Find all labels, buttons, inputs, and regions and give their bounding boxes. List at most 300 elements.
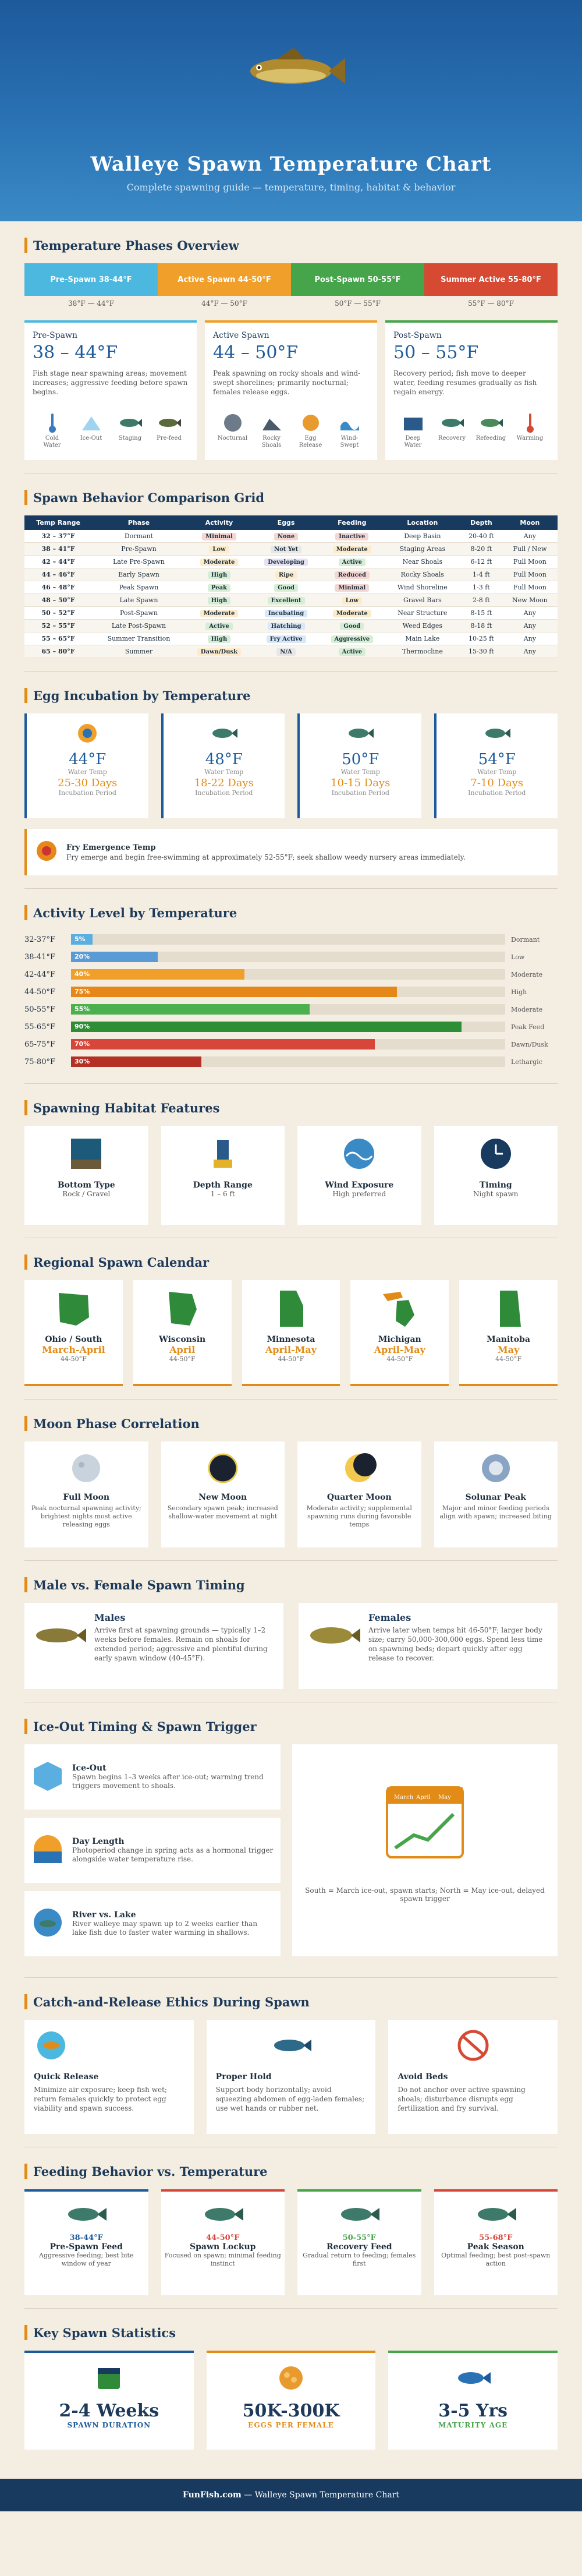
moon-title: New Moon (198, 1493, 247, 1502)
iceout-title: Day Length (72, 1837, 125, 1846)
new-moon-icon (166, 1451, 281, 1488)
activity-bar: 30% (71, 1056, 201, 1067)
activity-track (71, 1039, 505, 1050)
feeding-card (297, 2189, 421, 2295)
table-cell (253, 645, 320, 658)
activity-rating: High (511, 988, 527, 996)
activity-track (71, 952, 505, 962)
table-cell (253, 543, 320, 556)
activity-row (24, 966, 558, 983)
status-badge: High (208, 571, 231, 579)
feeding-title: Recovery Feed (326, 2242, 392, 2252)
moon-title: Full Moon (63, 1493, 110, 1502)
activity-rating: Lethargic (511, 1058, 542, 1066)
status-badge: Active (339, 559, 365, 566)
table-cell: Dormant (92, 530, 186, 543)
iceout-desc: Photoperiod change in spring acts as a hormonal trigger alongside water temperature rise. (72, 1846, 274, 1863)
table-cell: Late Spawn (92, 594, 186, 607)
activity-bar: 70% (71, 1039, 375, 1050)
stat-card (207, 2351, 376, 2450)
region-card (459, 1280, 558, 1386)
phase-temp: 50 – 55°F (393, 342, 479, 363)
activity-track (71, 969, 505, 980)
region-range: 44-50°F (386, 1355, 413, 1363)
thermometer-icon (36, 412, 69, 434)
table-header: Activity (186, 515, 253, 530)
incubation-temp: 54°F (478, 751, 516, 768)
phase-range: 44°F — 50°F (201, 299, 247, 308)
moon-desc: Peak nocturnal spawning activity; brightest nights most active releasing eggs (31, 1504, 141, 1528)
status-badge: Excellent (268, 597, 305, 605)
walleye-icon (165, 2200, 282, 2231)
page-footer (0, 2479, 582, 2511)
phase-card (385, 320, 558, 460)
table-cell (253, 607, 320, 620)
activity-temp: 42-44°F (24, 970, 55, 979)
iceout-title: River vs. Lake (72, 1910, 136, 1920)
ethics-section (24, 1978, 558, 2147)
table-cell (186, 581, 253, 594)
footer-text: — Walleye Spawn Temperature Chart (241, 2490, 400, 2500)
spawn-behavior-table (24, 515, 558, 658)
feeding-range: 55-68°F (479, 2234, 513, 2242)
table-cell: Any (502, 620, 558, 632)
table-cell (253, 594, 320, 607)
status-badge: Low (209, 546, 229, 553)
female-title: Females (368, 1612, 411, 1623)
activity-temp: 50-55°F (24, 1005, 55, 1014)
fish-icon (436, 412, 469, 434)
incubation-temp: 44°F (69, 751, 107, 768)
table-cell: Main Lake (385, 632, 460, 645)
table-cell (320, 543, 385, 556)
activity-bar: 20% (71, 952, 158, 962)
activity-temp: 55-65°F (24, 1022, 55, 1031)
moon-card (24, 1441, 148, 1547)
stats-section (24, 2309, 558, 2462)
phase-card (205, 320, 377, 460)
table-cell (320, 530, 385, 543)
table-header: Depth (460, 515, 502, 530)
table-cell: Deep Basin (385, 530, 460, 543)
region-name: Minnesota (267, 1335, 315, 1344)
table-cell: 52 – 55°F (24, 620, 92, 632)
status-badge: Moderate (333, 546, 371, 553)
icon-label: Egg Release (299, 435, 322, 448)
ethics-title: Proper Hold (215, 2072, 272, 2082)
page-subtitle: Complete spawning guide — temperature, timing, habitat & behavior (126, 182, 456, 193)
wave-icon (333, 412, 366, 434)
region-range: 44-50°F (278, 1355, 304, 1363)
activity-temp: 32-37°F (24, 935, 55, 944)
hero-header (0, 0, 582, 221)
incubation-note: Incubation Period (331, 789, 389, 797)
table-row (24, 607, 558, 620)
footer-brand[interactable]: FunFish.com (182, 2490, 242, 2500)
table-cell (253, 632, 320, 645)
incubation-card (161, 713, 285, 818)
status-badge: Moderate (333, 610, 371, 617)
iceout-title: Ice-Out (72, 1764, 107, 1773)
female-desc: Arrive later when temps hit 46-50°F; larger body size; carry 50,000-300,000 eggs. Spend less time on spawning beds; depart quickly after egg release to recover. (368, 1626, 543, 1662)
feeding-desc: Aggressive feeding; best bite window of year (39, 2252, 134, 2267)
icon-label: Nocturnal (217, 435, 248, 441)
iceout-item (24, 1891, 281, 1956)
habitat-card (24, 1126, 148, 1225)
phase-band (24, 263, 558, 296)
habitat-title: Bottom Type (57, 1181, 115, 1190)
section-title: Regional Spawn Calendar (33, 1255, 210, 1270)
phase-temp: 38 – 44°F (33, 342, 118, 363)
activity-chart (24, 931, 558, 1070)
stat-label: SPAWN DURATION (67, 2421, 151, 2429)
phase-name: Post-Spawn (393, 331, 442, 340)
activity-temp: 44-50°F (24, 987, 55, 997)
section-title: Spawning Habitat Features (33, 1100, 220, 1115)
habitat-value: High preferred (332, 1190, 386, 1198)
table-row (24, 568, 558, 581)
habitat-title: Wind Exposure (325, 1181, 394, 1190)
fish-hold-icon (216, 2029, 367, 2064)
activity-rating: Peak Feed (511, 1023, 545, 1031)
quarter-moon-icon (302, 1451, 417, 1488)
table-cell: Summer Transition (92, 632, 186, 645)
incubation-label: Water Temp (340, 768, 380, 776)
section-title: Temperature Phases Overview (33, 238, 239, 253)
activity-rating: Dormant (511, 935, 540, 944)
deep-water-icon (397, 412, 430, 434)
male-walleye-icon (34, 1624, 86, 1680)
phase-range: 50°F — 55°F (335, 299, 381, 308)
table-header: Phase (92, 515, 186, 530)
status-badge: Good (274, 584, 298, 592)
icon-label: Rocky Shoals (261, 435, 282, 448)
feeding-range: 50-55°F (342, 2234, 376, 2242)
incubation-note: Incubation Period (58, 789, 116, 797)
activity-temp: 75-80°F (24, 1057, 55, 1066)
section-title: Ice-Out Timing & Spawn Trigger (33, 1719, 257, 1734)
moon-title: Solunar Peak (465, 1493, 526, 1502)
activity-rating: Dawn/Dusk (511, 1040, 548, 1048)
table-cell (253, 530, 320, 543)
female-walleye-icon (308, 1624, 360, 1680)
feeding-card (434, 2189, 558, 2295)
table-row (24, 594, 558, 607)
fish-icon (392, 2363, 554, 2395)
stat-card (24, 2351, 194, 2450)
feeding-title: Spawn Lockup (190, 2242, 256, 2252)
table-cell: Rocky Shoals (385, 568, 460, 581)
table-cell (253, 556, 320, 568)
male-desc: Arrive first at spawning grounds — typically 1–2 weeks before females. Remain on shoals for extended period; aggressive and plentiful during early spawn window (40-45°F). (94, 1626, 268, 1662)
moon-section (24, 1400, 558, 1561)
incubation-card (434, 713, 558, 818)
walleye-icon (28, 2200, 145, 2231)
table-cell: 8-20 ft (460, 543, 502, 556)
activity-row (24, 931, 558, 948)
iceout-item (24, 1818, 281, 1883)
section-title: Spawn Behavior Comparison Grid (33, 490, 265, 505)
region-card (350, 1280, 449, 1386)
thermometer-icon (514, 412, 546, 434)
table-row (24, 530, 558, 543)
male-card (24, 1603, 283, 1689)
ethics-card (388, 2020, 558, 2134)
table-cell: 46 – 48°F (24, 581, 92, 594)
feeding-desc: Optimal feeding; best post-spawn action (441, 2252, 551, 2267)
male-title: Males (94, 1612, 126, 1623)
fish-icon (153, 412, 186, 434)
incubation-days: 10-15 Days (331, 777, 391, 789)
ethics-desc: Minimize air exposure; keep fish wet; return females quickly to protect egg viability and spawn success. (34, 2086, 167, 2112)
table-cell: Near Structure (385, 607, 460, 620)
incubation-label: Water Temp (68, 768, 107, 776)
activity-row (24, 1053, 558, 1070)
habitat-title: Depth Range (193, 1181, 253, 1190)
table-cell: Full Moon (502, 556, 558, 568)
incubation-note: Incubation Period (195, 789, 253, 797)
incubation-label: Water Temp (204, 768, 244, 776)
status-badge: Ripe (275, 571, 297, 579)
ethics-desc: Do not anchor over active spawning shoals; disturbance disrupts egg fertilization and fry survival. (398, 2086, 526, 2112)
activity-track (71, 1056, 505, 1067)
habitat-value: Rock / Gravel (62, 1190, 111, 1198)
status-badge: Minimal (202, 533, 236, 540)
status-badge: Not Yet (271, 546, 301, 553)
table-cell: 44 – 46°F (24, 568, 92, 581)
river-icon (31, 1906, 64, 1941)
table-cell: Summer (92, 645, 186, 658)
table-row (24, 543, 558, 556)
table-cell: 1-4 ft (460, 568, 502, 581)
table-cell: Post-Spawn (92, 607, 186, 620)
activity-bar: 75% (71, 987, 397, 997)
activity-temp: 65-75°F (24, 1040, 55, 1049)
activity-row (24, 1001, 558, 1018)
table-cell (320, 607, 385, 620)
moon-desc: Secondary spawn peak; increased shallow-water movement at night (167, 1504, 278, 1520)
table-cell (186, 645, 253, 658)
table-header: Feeding (320, 515, 385, 530)
ice-icon (75, 412, 108, 434)
activity-row (24, 1036, 558, 1053)
activity-track (71, 934, 505, 945)
ice-cube-icon (31, 1759, 64, 1794)
phase-band-item: Active Spawn 44-50°F (158, 263, 291, 296)
phase-desc: Fish stage near spawning areas; movement increases; aggressive feeding before spawn begins. (33, 369, 188, 396)
stat-label: EGGS PER FEMALE (248, 2421, 334, 2429)
region-name: Manitoba (487, 1335, 530, 1344)
table-cell (320, 581, 385, 594)
feeding-range: 38-44°F (69, 2234, 103, 2242)
fish-icon (475, 412, 508, 434)
sunrise-icon (31, 1833, 64, 1868)
status-badge: Low (342, 597, 362, 605)
table-cell (320, 568, 385, 581)
region-card (133, 1280, 232, 1386)
status-badge: Incubating (265, 610, 307, 617)
region-name: Michigan (378, 1335, 421, 1344)
depth-icon (166, 1136, 281, 1174)
table-cell: Thermocline (385, 645, 460, 658)
iceout-item (24, 1744, 281, 1810)
table-cell: Staging Areas (385, 543, 460, 556)
ethics-card (207, 2020, 376, 2134)
activity-track (71, 987, 505, 997)
habitat-value: 1 – 6 ft (210, 1190, 235, 1198)
table-cell: 8-15 ft (460, 607, 502, 620)
feeding-card (24, 2189, 148, 2295)
icon-label: Ice-Out (80, 435, 102, 441)
table-row (24, 556, 558, 568)
incubation-temp: 48°F (205, 751, 243, 768)
phase-band-item: Summer Active 55-80°F (424, 263, 558, 296)
activity-bar: 5% (71, 934, 93, 945)
egg-icon (30, 722, 145, 747)
ethics-card (24, 2020, 194, 2134)
status-badge: Inactive (335, 533, 368, 540)
table-header: Location (385, 515, 460, 530)
table-cell: 15-30 ft (460, 645, 502, 658)
activity-temp: 38-41°F (24, 952, 55, 962)
region-name: Wisconsin (159, 1335, 206, 1344)
calendar-icon (381, 1779, 469, 1861)
fry-emergence-note (24, 829, 558, 875)
phase-card (24, 320, 197, 460)
iceout-desc: Spawn begins 1–3 weeks after ice-out; warming trend triggers movement to shoals. (72, 1773, 264, 1790)
status-badge: Moderate (200, 610, 239, 617)
stat-value: 3-5 Yrs (438, 2401, 508, 2421)
incubation-section (24, 672, 558, 889)
phase-desc: Peak spawning on rocky shoals and wind-swept shorelines; primarily nocturnal; females release eggs. (213, 369, 361, 396)
table-header: Eggs (253, 515, 320, 530)
table-cell (253, 568, 320, 581)
table-cell: 2-8 ft (460, 594, 502, 607)
status-badge: Developing (264, 559, 308, 566)
table-cell: 48 – 50°F (24, 594, 92, 607)
region-months: April (169, 1344, 196, 1355)
table-cell (186, 568, 253, 581)
region-range: 44-50°F (60, 1355, 87, 1363)
calendar-month: May (438, 1794, 451, 1801)
habitat-title: Timing (479, 1181, 512, 1190)
calendar-icon (28, 2363, 190, 2395)
region-card (242, 1280, 340, 1386)
activity-rating: Moderate (511, 1005, 543, 1013)
feeding-title: Peak Season (467, 2242, 524, 2252)
region-card (24, 1280, 123, 1386)
manitoba-map-icon (464, 1288, 553, 1331)
table-cell: New Moon (502, 594, 558, 607)
region-months: March-April (42, 1344, 105, 1355)
table-cell: 38 – 41°F (24, 543, 92, 556)
fry-text: Fry emerge and begin free-swimming at approximately 52-55°F; seek shallow weedy nursery areas immediately. (66, 853, 466, 861)
regional-section (24, 1238, 558, 1400)
activity-bar: 55% (71, 1004, 310, 1015)
region-name: Ohio / South (45, 1335, 102, 1344)
incubation-card (24, 713, 148, 818)
table-cell: Full Moon (502, 568, 558, 581)
ethics-desc: Support body horizontally; avoid squeezing abdomen of egg-laden females; use wet hands or rubber net. (215, 2086, 365, 2112)
fish-icon (114, 412, 147, 434)
table-cell (320, 645, 385, 658)
fry-title: Fry Emergence Temp (66, 843, 156, 852)
table-cell (186, 632, 253, 645)
ohio-map-icon (29, 1288, 118, 1331)
feeding-card (161, 2189, 285, 2295)
table-cell: 32 – 37°F (24, 530, 92, 543)
activity-rating: Moderate (511, 970, 543, 978)
moon-card (161, 1441, 285, 1547)
table-cell (253, 581, 320, 594)
activity-bar: 40% (71, 969, 244, 980)
habitat-section (24, 1084, 558, 1238)
table-cell: Full / New (502, 543, 558, 556)
activity-row (24, 1018, 558, 1036)
table-cell (320, 620, 385, 632)
feeding-range: 44-50°F (206, 2234, 240, 2242)
table-cell: Gravel Bars (385, 594, 460, 607)
status-badge: High (208, 635, 231, 643)
region-range: 44-50°F (495, 1355, 521, 1363)
activity-row (24, 948, 558, 966)
activity-rating: Low (511, 953, 525, 961)
fish-icon (440, 722, 555, 747)
table-cell: Any (502, 607, 558, 620)
table-cell: 1-3 ft (460, 581, 502, 594)
table-cell: Early Spawn (92, 568, 186, 581)
moon-desc: Moderate activity; supplemental spawning runs during favorable temps (306, 1504, 412, 1528)
status-badge: Aggressive (331, 635, 374, 643)
icon-label: Refeeding (475, 435, 506, 441)
iceout-desc: River walleye may spawn up to 2 weeks earlier than lake fish due to faster water warming in shallows. (72, 1920, 258, 1937)
incubation-days: 7-10 Days (470, 777, 524, 789)
activity-section (24, 889, 558, 1084)
region-months: April-May (374, 1344, 425, 1355)
status-badge: Active (339, 648, 365, 656)
icon-label: Pre-feed (157, 435, 182, 441)
activity-bar: 90% (71, 1022, 462, 1032)
michigan-map-icon (355, 1288, 444, 1331)
table-cell: Wind Shoreline (385, 581, 460, 594)
phase-band-item: Post-Spawn 50-55°F (291, 263, 424, 296)
habitat-card (161, 1126, 285, 1225)
stat-value: 50K-300K (242, 2401, 340, 2421)
habitat-card (297, 1126, 421, 1225)
table-row (24, 645, 558, 658)
feeding-section (24, 2147, 558, 2309)
minnesota-map-icon (247, 1288, 336, 1331)
status-badge: Minimal (335, 584, 369, 592)
table-cell: Late Pre-Spawn (92, 556, 186, 568)
table-cell: Weed Edges (385, 620, 460, 632)
section-title: Male vs. Female Spawn Timing (33, 1577, 245, 1592)
feeding-desc: Gradual return to feeding; females first (303, 2252, 416, 2267)
table-cell (186, 620, 253, 632)
moon-title: Quarter Moon (327, 1493, 392, 1502)
table-cell (186, 556, 253, 568)
icon-label: Deep Water (404, 435, 422, 448)
ethics-title: Avoid Beds (398, 2072, 448, 2082)
icon-label: Cold Water (43, 435, 61, 448)
female-card (299, 1603, 558, 1689)
fish-icon (167, 722, 282, 747)
moon-desc: Major and minor feeding periods align with spawn; increased biting (439, 1504, 552, 1520)
section-title: Feeding Behavior vs. Temperature (33, 2164, 268, 2179)
fry-icon (35, 839, 58, 865)
calendar-month: April (416, 1794, 431, 1801)
calendar-note: South = March ice-out, spawn starts; North = May ice-out, delayed spawn trigger (305, 1886, 545, 1903)
